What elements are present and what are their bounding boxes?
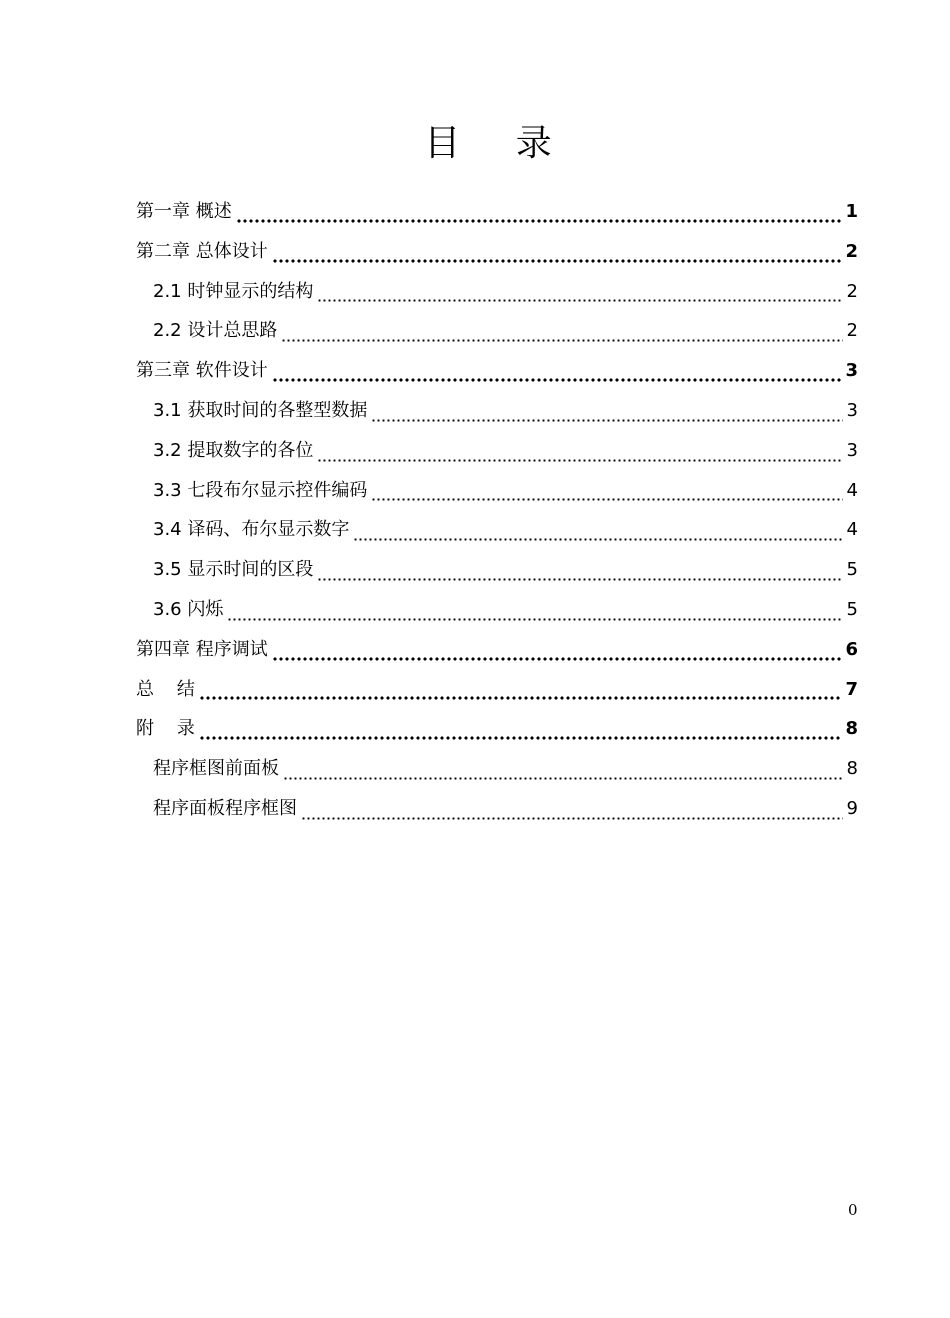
dot-leader [281,321,842,351]
footer-page-number: 0 [848,1201,858,1219]
toc-entry-label: 2.2 设计总思路 [153,320,278,342]
toc-entry-appendix-block-diagram[interactable] [136,789,858,829]
dot-leader [317,441,842,471]
toc-entry-page: 8 [845,718,858,740]
toc-entry-label: 2.1 时钟显示的结构 [153,280,314,302]
toc-entry-summary[interactable] [136,670,858,710]
toc-entry-label: 3.3 七段布尔显示控件编码 [153,479,368,501]
toc-entry-label: 程序面板程序框图 [153,797,297,819]
toc-entry-page: 3 [846,439,858,461]
toc-entry-page: 5 [846,598,858,620]
toc-entry-page: 6 [845,638,858,660]
toc-entry-page: 4 [846,479,858,501]
toc-entry-label: 第一章 概述 [136,201,232,222]
dot-leader [353,520,842,550]
toc-entry-page: 1 [845,201,858,222]
toc-entry-page: 4 [846,519,858,541]
toc-entry-section-3-1[interactable] [136,391,858,431]
toc-entry-section-3-4[interactable] [136,510,858,550]
toc-entry-page: 2 [845,240,858,262]
toc-entry-chapter-2[interactable] [136,232,858,272]
toc-entry-appendix-front-panel[interactable] [136,749,858,789]
dot-leader [199,679,842,709]
toc-entry-page: 2 [846,320,858,342]
dot-leader [301,799,843,829]
toc-entry-chapter-4[interactable] [136,630,858,670]
dot-leader [272,640,842,670]
toc-entry-label: 3.4 译码、布尔显示数字 [153,519,350,541]
toc-entry-label: 3.6 闪烁 [153,598,224,620]
toc-entry-section-3-2[interactable] [136,431,858,471]
toc-entry-chapter-3[interactable] [136,351,858,391]
toc-entry-section-3-5[interactable] [136,550,858,590]
dot-leader [199,719,842,749]
toc-entry-label: 3.5 显示时间的区段 [153,559,314,581]
toc-entry-section-2-1[interactable] [136,272,858,312]
toc-entry-label: 附 录 [136,718,195,740]
toc-entry-appendix[interactable] [136,709,858,749]
dot-leader [283,759,843,789]
dot-leader [371,401,842,431]
toc-entry-label: 第三章 软件设计 [136,360,268,382]
dot-leader [227,600,842,630]
toc-title: 目 录 [424,123,574,164]
toc-entry-label: 3.1 获取时间的各整型数据 [153,399,368,421]
toc-entry-section-2-2[interactable] [136,311,858,351]
toc-entry-label: 3.2 提取数字的各位 [153,439,314,461]
dot-leader [272,361,842,391]
dot-leader [236,202,842,232]
toc-entry-page: 2 [846,280,858,302]
toc-entry-section-3-3[interactable] [136,471,858,511]
toc-entry-page: 3 [845,360,858,382]
toc-entry-page: 9 [846,797,858,819]
toc-entry-page: 3 [846,399,858,421]
dot-leader [317,281,842,311]
toc-entry-label: 第四章 程序调试 [136,638,268,660]
toc-entry-chapter-1[interactable] [136,192,858,232]
dot-leader [317,560,842,590]
toc-entry-label: 程序框图前面板 [153,758,279,780]
table-of-contents [136,192,858,829]
toc-entry-page: 5 [846,559,858,581]
dot-leader [272,242,842,272]
toc-entry-section-3-6[interactable] [136,590,858,630]
toc-entry-label: 第二章 总体设计 [136,240,268,262]
toc-entry-page: 8 [846,758,858,780]
dot-leader [371,480,842,510]
toc-entry-label: 总 结 [136,678,195,700]
toc-entry-page: 7 [845,678,858,700]
